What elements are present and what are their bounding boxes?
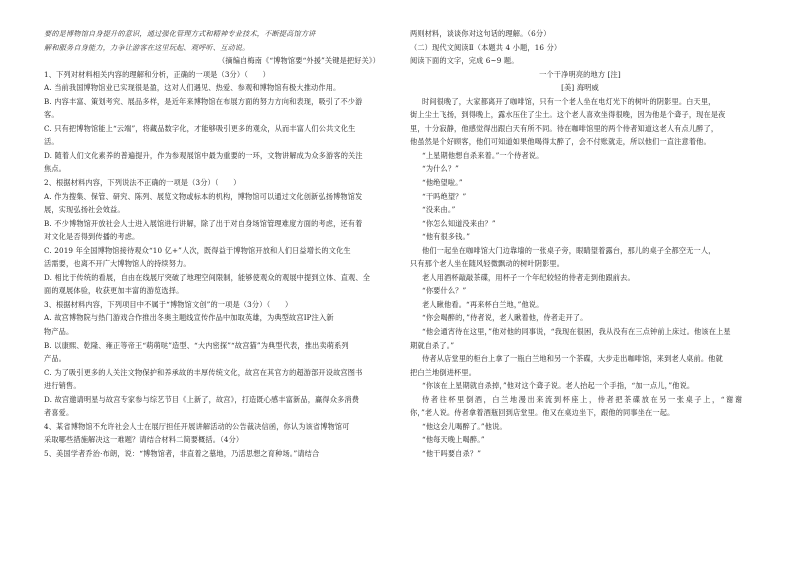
- text-line: 物产品。: [44, 327, 74, 337]
- text-line: “你要什么？”: [422, 286, 467, 296]
- text-line: 阅读下面的文字，完成 6~9 题。: [410, 56, 519, 66]
- left-column: [44, 27, 384, 461]
- text-line: 街上尘土飞扬，到得晚上，露水压住了尘土。这个老人喜欢坐得很晚，因为他是个聋子，现在是夜: [410, 110, 726, 120]
- text-line: 时间很晚了，大家都离开了咖啡馆，只有一个老人坐在电灯光下的树叶的阴影里。白天里，: [422, 96, 716, 106]
- text-line: 期就自杀了。”: [410, 340, 455, 350]
- text-line: 活需要，也离不开广大博物馆人的持续努力。: [44, 259, 191, 269]
- article-title: 一个干净明亮的地方 [注]: [539, 69, 621, 79]
- text-line: 里，十分寂静，他感觉得出跟白天有所不同。待在咖啡馆里的两个侍者知道这老人有点儿醉了，: [410, 123, 719, 133]
- text-line: 4、某省博物馆不允许社会人士在展厅担任开展讲解活动的公告裁决信函，你认为该省博物馆可: [44, 421, 350, 431]
- text-line: 2、根据材料内容，下列说法不正确的一项是（3分）（ ）: [44, 178, 241, 188]
- text-line: “没来由。”: [422, 205, 456, 215]
- text-line: 展，实现弘扬社会效益。: [44, 205, 125, 215]
- text-line: D. 故宫邀请明星与故宫专家参与综艺节目《上新了，故宫》，打造既心感丰富新品，赢得众多消费: [44, 394, 360, 404]
- text-line: 他虽然是个好顾客，他们可知道如果他喝得太醉了，会不付账就走，所以他们一直注意着他。: [410, 137, 711, 147]
- text-line: 两则材料，谈谈你对这句话的理解。（6分）: [410, 29, 551, 38]
- text-line: “他这会儿喝醉了。”他说。: [422, 421, 507, 431]
- text-line: D. 随着人们文化素养的普遍提升，作为参观展馆中最为重要的一环，文物讲解成为众多游客的关注: [44, 150, 363, 160]
- text-line: “你会喝醉的，”侍者说，老人瞅着他，侍者走开了。: [422, 313, 588, 323]
- text-line: 把白兰地倒进杯里。: [410, 367, 477, 377]
- text-line: 对文化是否得到传播的考虑。: [44, 232, 140, 242]
- text-line: 5、美国学者乔治·布朗，说：“博物馆者，非直着之墓地，乃活思想之育种场。”请结合: [44, 448, 320, 458]
- text-line: 面的观展体验，收获更加丰富的游览选择。: [44, 286, 184, 296]
- text-line: 老人用酒杯敲敲茶碟，用杯子一个年纪较轻的侍者走到他跟前去。: [422, 272, 635, 282]
- text-line: 他们一起坐在咖啡馆大门边靠墙的一张桌子旁，眼睛望着露台，那儿的桌子全都空无一人，: [422, 245, 716, 255]
- right-column: [410, 27, 750, 461]
- text-line: B. 以康熙、乾隆、雍正等帝王“萌萌哒”造型、“大内密探”“故宫猫”为典型代表，推出卖萌系列: [44, 340, 349, 350]
- text-line: 1、下列对材料相关内容的理解和分析，正确的一项是（3分）（ ）: [44, 69, 270, 79]
- text-line: 老人瞅他看。“再来杯白兰地，”他说。: [422, 299, 544, 309]
- text-line: 侍者往杯里倒酒，白兰地漫出来流到杯座上，侍者把茶碟放在另一张桌子上，“谢谢: [422, 394, 744, 404]
- text-line: C. 只有把博物馆能上“云端”，将藏品数字化，才能够吸引更多的观众，从而丰富人们公共文化生: [44, 123, 356, 133]
- text-line: A. 故宫博物院与热门游戏合作推出冬奥主题线宣传作品中加取英雄，为典型故宫IP注入新: [44, 313, 334, 323]
- text-line: “为什么？”: [422, 164, 459, 174]
- text-line: （二）现代文阅读Ⅱ（本题共 4 小题，16 分）: [410, 42, 562, 52]
- text-line: “你该在上星期就自杀掉，”他对这个聋子说。老人抬起一个手指，“加一点儿，”他说。: [422, 381, 695, 391]
- text-line: C. 为了吸引更多的人关注文物保护和养承故的丰厚传统文化，故宫在其官方的超游部开设故宫图书: [44, 367, 363, 377]
- text-line: “你怎么知道没来由？”: [422, 218, 496, 228]
- text-line: “他每天晚上喝醉。”: [422, 435, 485, 445]
- text-line: 焦点。: [44, 164, 67, 174]
- text-line: 要的是博物馆自身提升的意识，通过强化管理方式和精神专业技术，不断提高馆方讲: [44, 29, 316, 38]
- text-line: 者喜爱。: [44, 408, 74, 418]
- text-line: A. 当前我国博物馆业已实现很是盈，这对人们遇见、热爱、参观和博物馆有极大推动作用。: [44, 83, 341, 93]
- text-line: “他会通宵待在这里，”他对他的同事说，“我现在很困，我从没有在三点钟前上床过。他该在上星: [422, 327, 731, 337]
- text-line: 进行销售。: [44, 381, 81, 391]
- text-line: “干吗绝望？”: [422, 191, 467, 201]
- text-line: “他绝望啦。”: [422, 178, 463, 188]
- text-line: “上星期他想自杀来着。”一个侍者说。: [422, 150, 544, 160]
- text-line: 只有那个老人坐在随风轻微飘动的树叶阴影里。: [410, 259, 565, 269]
- text-line: C. 2019 年全国博物馆接待观众“10 亿+”人次，既得益于博物馆开放和人们日益增长的文化生: [44, 245, 351, 255]
- text-line: 3、根据材料内容，下列项目中不属于“博物馆文创”的一项是（3分）（ ）: [44, 299, 293, 309]
- text-line: B. 不少博物馆开放社会人士进入展馆进行讲解，除了出于对自身场馆管理难度方面的考虑，还有着: [44, 218, 363, 228]
- text-line: D. 相比于传统的看展，自由在线展厅突破了地理空间限制，能够使观众的观展中提到立体、直观、全: [44, 272, 371, 282]
- source-citation: （摘编自梅南《“博物馆要“外援”关键是把好关》）: [218, 56, 380, 66]
- text-line: “他有很多钱。”: [422, 232, 471, 242]
- text-line: 活。: [44, 137, 59, 147]
- text-line: A. 作为搜集、保管、研究、陈列、展览文物或标本的机构，博物馆可以通过文化创新弘扬博物馆发: [44, 191, 363, 201]
- text-line: 客。: [44, 110, 59, 120]
- text-line: B. 内容丰富、策划考究、展品多样，是近年来博物馆在布展方面的努力方向和表现，吸引了不少游: [44, 96, 363, 106]
- text-line: 解和服务自身能力，力争让游客在这里玩起、观呼听、互动说。: [44, 42, 250, 52]
- text-line: “他干吗要自杀？”: [422, 448, 482, 458]
- text-line: 采取哪些措施解决这一难题？请结合材料二简要概括。（4分）: [44, 435, 244, 445]
- article-author: [美] 海明威: [561, 83, 599, 93]
- text-line: 产品。: [44, 354, 67, 364]
- text-line: 你，”老人说。侍者拿着酒瓶回到店堂里。他又在桌边坐下，跟他的同事坐在一起。: [410, 408, 675, 418]
- text-line: 侍者从店堂里的柜台上拿了一瓶白兰地和另一个茶碟，大步走出咖啡馆，来到老人桌前。他就: [422, 354, 723, 364]
